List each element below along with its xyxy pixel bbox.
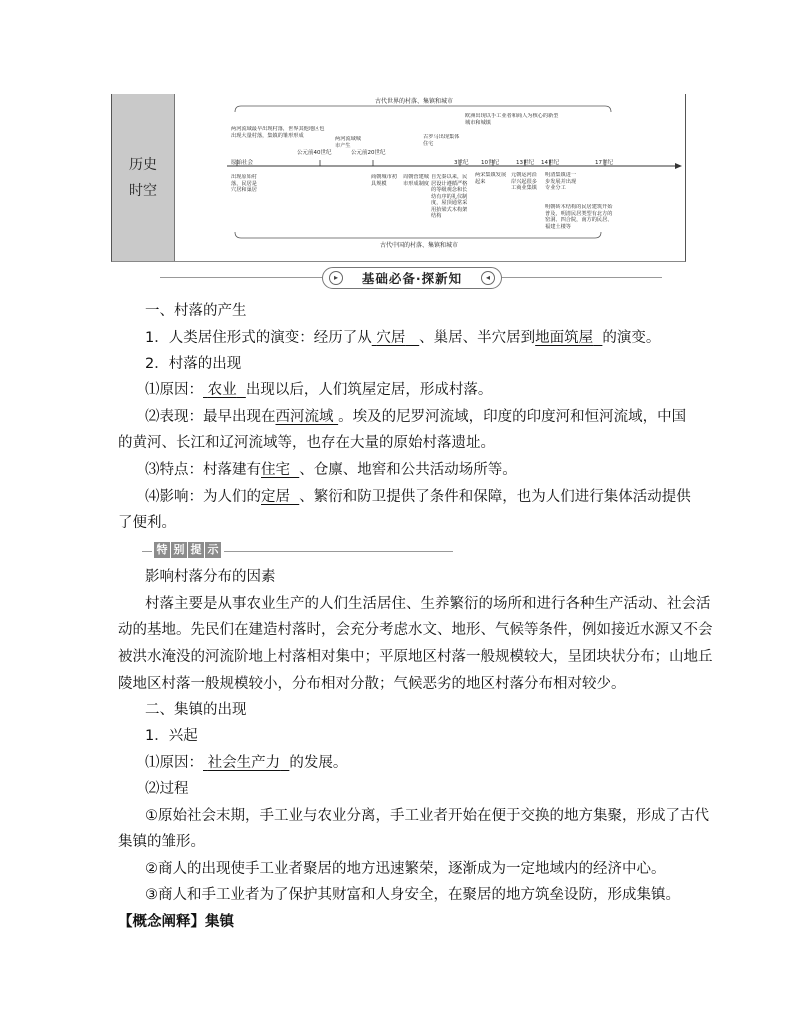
lower-note-0: 出现原始村落，民居是穴居和巢居 xyxy=(231,174,257,193)
section2-step3: ③商人和手工业者为了保护其财富和人身安全，在聚居的地方筑垒设防，形成集镇。 xyxy=(145,887,680,903)
blank-river: 西河流域 xyxy=(275,409,334,425)
tip-line-4: 陵地区村落一般规模较小，分布相对分散；气候恶劣的地区村落分布相对较少。 xyxy=(118,676,626,692)
arrow-right-icon: ▸ xyxy=(329,271,343,285)
section2-step2: ②商人的出现使手工业者聚居的地方迅速繁荣，逐渐成为一定地域内的经济中心。 xyxy=(145,861,666,877)
lower-note-4: 明朝砖木结构的民居建筑开始普及，明清民居类型有北方的窑洞、四合院，南方的民居、福建土楼等 xyxy=(545,204,613,230)
tip-line-3: 被洪水淹没的河流阶地上村落相对集中；平原地区村落一般规模较大，呈团块状分布；山地丘 xyxy=(118,649,713,665)
upper-note-4: 两宋集镇发展起来 xyxy=(475,172,507,185)
banner-rule-left xyxy=(160,277,322,278)
section1-p2: 2．村落的出现 xyxy=(145,356,242,372)
tip-line-2: 动的基地。先民们在建造村落时，会充分考虑水文、地形、气候等条件，例如接近水源又不会 xyxy=(118,622,713,638)
bottom-caption: 古代中国的村落、集镇和城市 xyxy=(380,242,459,249)
lower-note-1: 商朝城市初具规模 xyxy=(371,174,397,187)
milestone-2: 公元前20世纪 xyxy=(351,150,386,156)
blank-cave: 穴居 xyxy=(376,330,406,346)
section1-influence: ⑷影响：为人们的定居 、繁衍和防卫提供了条件和保障，也为人们进行集体活动提供 xyxy=(145,489,691,505)
section2-p1: 1．兴起 xyxy=(145,728,198,744)
section1-heading: 一、村落的产生 xyxy=(145,303,247,319)
banner-text: 基础必备·探新知 xyxy=(361,271,463,286)
milestone-1: 公元前40世纪 xyxy=(297,150,332,156)
section-banner xyxy=(322,267,502,289)
history-timeline-box xyxy=(111,94,686,262)
concept-heading: 【概念阐释】集镇 xyxy=(118,914,234,930)
tip-line-1: 村落主要是从事农业生产的人们生活居住、生养繁衍的场所和进行各种生产活动、社会活 xyxy=(145,596,711,612)
timeline-arrow xyxy=(675,163,682,169)
section2-step1-cont: 集镇的雏形。 xyxy=(118,834,205,850)
upper-note-3: 欧洲出现以手工业者和商人为核心的新型城市和城镇 xyxy=(465,113,559,126)
section1-feature: ⑶特点：村落建有住宅 、仓廪、地窖和公共活动场所等。 xyxy=(145,462,517,478)
milestone-6: 14世纪 xyxy=(541,160,559,166)
milestone-5: 13世纪 xyxy=(516,160,534,166)
section2-reason: ⑴原因： 社会生产力 的发展。 xyxy=(145,755,348,771)
section2-step1: ①原始社会末期，手工业与农业分离，手工业者开始在便于交换的地方集聚，形成了古代 xyxy=(145,808,709,824)
special-tip-header xyxy=(118,541,453,561)
tip-title: 影响村落分布的因素 xyxy=(145,569,276,585)
blank-agriculture: 农业 xyxy=(207,382,237,398)
blank-productivity: 社会生产力 xyxy=(207,755,281,771)
milestone-0: 原始社会 xyxy=(231,160,254,166)
section1-influence-cont: 了便利。 xyxy=(118,515,176,531)
blank-ground-house: 地面筑屋 xyxy=(535,330,594,346)
upper-note-2: 古罗马出现集体住宅 xyxy=(423,134,460,147)
timeline-diagram xyxy=(175,94,683,261)
milestone-4: 10世纪 xyxy=(481,160,499,166)
tip-char-2: 提 xyxy=(188,542,204,558)
section1-p1: 1．人类居住形式的演变：经历了从 穴居 、巢居、半穴居到地面筑屋 的演变。 xyxy=(145,330,661,346)
history-label-line2: 时空 xyxy=(129,182,157,199)
top-bracket xyxy=(235,106,611,112)
blank-house: 住宅 xyxy=(261,462,290,478)
section1-show-cont: 的黄河、长江和辽河流域等，也存在大量的原始村落遗址。 xyxy=(118,435,495,451)
upper-note-5: 元朝运河沿岸兴起很多工商业集镇 xyxy=(511,172,537,191)
upper-note-1: 两河流域城市产生 xyxy=(335,136,361,149)
upper-note-0: 两河流域最早出现村落，世界其他地区也出现大量村落，集镇的雏形形成 xyxy=(231,126,325,139)
milestone-7: 17世纪 xyxy=(595,160,613,166)
history-label xyxy=(112,94,175,261)
lower-note-2: 周朝营建城市形成制度 xyxy=(403,174,429,187)
upper-note-6: 明清集镇进一步发展并出现专业分工 xyxy=(545,172,577,191)
arrow-left-icon: ◂ xyxy=(481,271,495,285)
blank-settle: 定居 xyxy=(261,489,290,505)
tip-char-3: 示 xyxy=(205,542,221,558)
section1-reason: ⑴原因： 农业 出现以后，人们筑屋定居，形成村落。 xyxy=(145,382,493,398)
banner-rule-right xyxy=(500,277,662,278)
lower-note-3: 自先秦以来，民居设计遵循严格的等级观念和长幼有序的礼仪制度，屋顶通常采用抬梁式木构架结构 xyxy=(431,174,468,219)
tip-char-1: 别 xyxy=(171,542,187,558)
milestone-3: 3世纪 xyxy=(454,160,469,166)
top-caption: 古代世界的村落、集镇和城市 xyxy=(375,98,454,105)
history-label-line1: 历史 xyxy=(129,156,157,173)
section2-heading: 二、集镇的出现 xyxy=(145,702,247,718)
tip-char-0: 特 xyxy=(154,542,170,558)
section1-show: ⑵表现：最早出现在西河流域 。埃及的尼罗河流域，印度的印度河和恒河流域，中国 xyxy=(145,409,687,425)
section2-p2: ⑵过程 xyxy=(145,781,189,797)
